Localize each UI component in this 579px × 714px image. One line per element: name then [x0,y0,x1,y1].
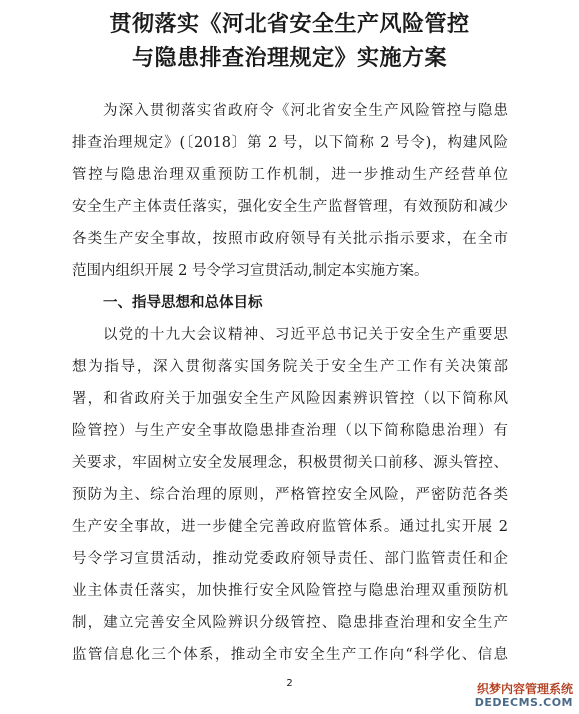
title-line-1: 贯彻落实《河北省安全生产风险管控 [109,12,470,37]
title-line-2: 与隐患排查治理规定》实施方案 [131,46,447,71]
body-line: 管控与隐患治理双重预防工作机制，进一步推动生产经营单位 [72,167,508,183]
body-line: 生产安全事故，进一步健全完善政府监管体系。通过扎实开展 2 [72,519,508,535]
page-number: 2 [286,678,293,689]
body-line: 关要求，牢固树立安全发展理念，积极贯彻关口前移、源头管控、 [72,455,508,471]
body-line: 预防为主、综合治理的原则，严格管控安全风险，严密防范各类 [72,487,508,503]
body-line: 以党的十九大会议精神、习近平总书记关于安全生产重要思 [103,327,508,343]
body-line: 为深入贯彻落实省政府令《河北省安全生产风险管控与隐患 [103,103,508,119]
body-line: 号令学习宣贯活动，推动党委政府领导责任、部门监管责任和企 [72,551,508,567]
document-title [0,8,579,76]
body-line [72,655,508,675]
body-line: 监管信息化三个体系，推动全市安全生产工作向“科学化、信息 [72,647,508,663]
watermark [475,682,573,710]
body-line: 排查治理规定》(〔2018〕第 2 号，以下简称 2 号令)，构建风险 [72,135,508,151]
body-line: 各类生产安全事故，按照市政府领导有关批示指示要求，在全市 [72,231,508,247]
body-line: 想为指导，深入贯彻落实国务院关于安全生产工作有关决策部 [72,359,508,375]
watermark-url: DEDECMS.COM [474,696,573,709]
body-line: 范围内组织开展 2 号令学习宣贯活动,制定本实施方案。 [72,263,429,279]
body-line: 制，建立完善安全风险辨识分级管控、隐患排查治理和安全生产 [72,615,508,631]
body-line: 险管控）与生产安全事故隐患排查治理（以下简称隐患治理）有 [72,423,508,439]
body-line: 安全生产主体责任落实，强化安全生产监督管理，有效预防和减少 [72,199,508,215]
body-line: 署，和省政府关于加强安全生产风险因素辨识管控（以下简称风 [72,391,508,407]
watermark-text: 织梦内容管理系统 [476,682,573,696]
body-line: 业主体责任落实，加快推行安全风险管控与隐患治理双重预防机 [72,583,508,599]
section-heading: 一、指导思想和总体目标 [103,295,263,311]
